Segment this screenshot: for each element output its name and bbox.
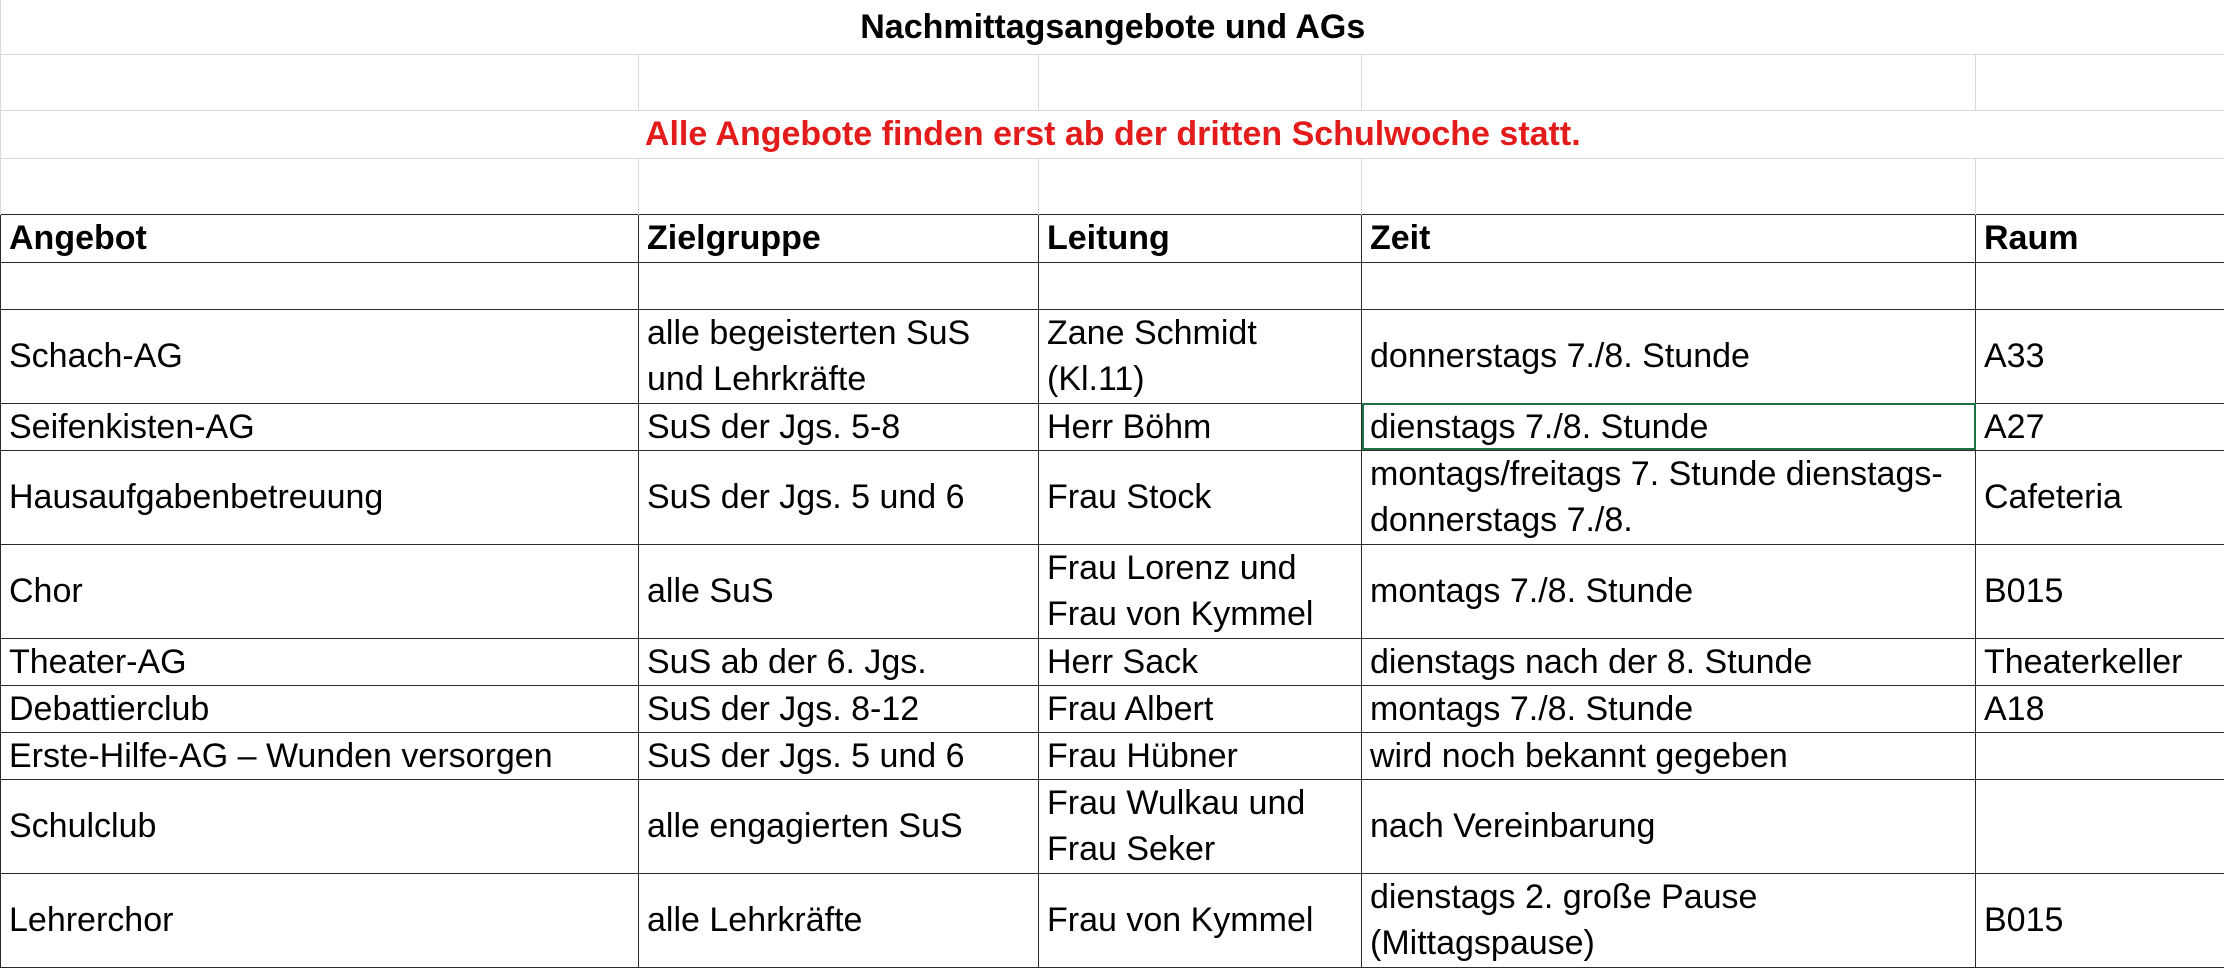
cell-zielgruppe[interactable]: alle engagierten SuS (639, 779, 1039, 873)
table-row (1, 732, 2224, 779)
cell-angebot[interactable]: Lehrerchor (1, 873, 639, 967)
cell-zeit[interactable]: wird noch bekannt gegeben (1362, 732, 1976, 779)
cell-zeit[interactable]: dienstags 2. große Pause (Mittagspause) (1362, 873, 1976, 967)
cell-leitung[interactable]: Frau von Kymmel (1039, 873, 1362, 967)
cell-angebot[interactable]: Schach-AG (1, 309, 639, 403)
spacer-row (1, 54, 2224, 110)
table-row (1, 450, 2224, 544)
header-angebot[interactable]: Angebot (1, 214, 639, 262)
cell-leitung[interactable]: Frau Lorenz und Frau von Kymmel (1039, 544, 1362, 638)
spacer-row (1, 158, 2224, 214)
cell-leitung[interactable]: Frau Wulkau und Frau Seker (1039, 779, 1362, 873)
cell-raum[interactable]: Cafeteria (1976, 450, 2224, 544)
cell-zielgruppe[interactable]: alle SuS (639, 544, 1039, 638)
cell-raum[interactable] (1976, 732, 2224, 779)
empty-cell[interactable] (1, 262, 639, 309)
empty-cell[interactable] (1, 54, 639, 110)
cell-zielgruppe[interactable]: SuS der Jgs. 5 und 6 (639, 732, 1039, 779)
cell-raum[interactable]: B015 (1976, 544, 2224, 638)
empty-cell[interactable] (1976, 158, 2224, 214)
cell-zeit[interactable]: nach Vereinbarung (1362, 779, 1976, 873)
empty-cell[interactable] (1362, 262, 1976, 309)
page-title[interactable]: Nachmittagsangebote und AGs (1, 0, 2224, 54)
cell-zeit[interactable]: montags 7./8. Stunde (1362, 685, 1976, 732)
table-row (1, 544, 2224, 638)
table-row (1, 685, 2224, 732)
cell-angebot[interactable]: Erste-Hilfe-AG – Wunden versorgen (1, 732, 639, 779)
empty-cell[interactable] (1039, 54, 1362, 110)
cell-leitung[interactable]: Frau Albert (1039, 685, 1362, 732)
table-header-row (1, 214, 2224, 262)
header-raum[interactable]: Raum (1976, 214, 2224, 262)
table-row (1, 403, 2224, 450)
cell-angebot[interactable]: Chor (1, 544, 639, 638)
cell-zielgruppe[interactable]: alle Lehrkräfte (639, 873, 1039, 967)
header-zeit[interactable]: Zeit (1362, 214, 1976, 262)
notice-row (1, 110, 2224, 158)
table-row (1, 638, 2224, 685)
cell-leitung[interactable]: Herr Sack (1039, 638, 1362, 685)
table-row (1, 873, 2224, 967)
cell-zielgruppe[interactable]: SuS der Jgs. 8-12 (639, 685, 1039, 732)
cell-leitung[interactable]: Zane Schmidt (Kl.11) (1039, 309, 1362, 403)
empty-cell[interactable] (1039, 262, 1362, 309)
cell-zeit[interactable]: dienstags nach der 8. Stunde (1362, 638, 1976, 685)
cell-zeit[interactable]: montags/freitags 7. Stunde dienstags-donnerstags 7./8. (1362, 450, 1976, 544)
cell-leitung[interactable]: Frau Stock (1039, 450, 1362, 544)
cell-raum[interactable] (1976, 779, 2224, 873)
cell-leitung[interactable]: Frau Hübner (1039, 732, 1362, 779)
empty-cell[interactable] (639, 158, 1039, 214)
cell-raum[interactable]: A27 (1976, 403, 2224, 450)
empty-cell[interactable] (1362, 158, 1976, 214)
cell-raum[interactable]: B015 (1976, 873, 2224, 967)
empty-cell[interactable] (1039, 158, 1362, 214)
header-leitung[interactable]: Leitung (1039, 214, 1362, 262)
cell-zeit[interactable]: montags 7./8. Stunde (1362, 544, 1976, 638)
cell-angebot[interactable]: Theater-AG (1, 638, 639, 685)
empty-cell[interactable] (1976, 54, 2224, 110)
cell-zielgruppe[interactable]: SuS ab der 6. Jgs. (639, 638, 1039, 685)
table-row (1, 779, 2224, 873)
cell-zielgruppe[interactable]: SuS der Jgs. 5 und 6 (639, 450, 1039, 544)
cell-leitung[interactable]: Herr Böhm (1039, 403, 1362, 450)
cell-raum[interactable]: A33 (1976, 309, 2224, 403)
empty-cell[interactable] (1362, 54, 1976, 110)
empty-cell[interactable] (639, 262, 1039, 309)
cell-zielgruppe[interactable]: alle begeisterten SuS und Lehrkräfte (639, 309, 1039, 403)
cell-angebot[interactable]: Schulclub (1, 779, 639, 873)
empty-cell[interactable] (1, 158, 639, 214)
cell-zeit-selected[interactable]: dienstags 7./8. Stunde (1362, 403, 1976, 450)
cell-raum[interactable]: Theaterkeller (1976, 638, 2224, 685)
title-row (1, 0, 2224, 54)
empty-cell[interactable] (1976, 262, 2224, 309)
cell-angebot[interactable]: Debattierclub (1, 685, 639, 732)
cell-zeit[interactable]: donnerstags 7./8. Stunde (1362, 309, 1976, 403)
cell-raum[interactable]: A18 (1976, 685, 2224, 732)
empty-cell[interactable] (639, 54, 1039, 110)
notice-text[interactable]: Alle Angebote finden erst ab der dritten Schulwoche statt. (1, 110, 2224, 158)
table-row (1, 309, 2224, 403)
cell-zielgruppe[interactable]: SuS der Jgs. 5-8 (639, 403, 1039, 450)
header-zielgruppe[interactable]: Zielgruppe (639, 214, 1039, 262)
cell-angebot[interactable]: Hausaufgabenbetreuung (1, 450, 639, 544)
table-row-empty (1, 262, 2224, 309)
cell-angebot[interactable]: Seifenkisten-AG (1, 403, 639, 450)
